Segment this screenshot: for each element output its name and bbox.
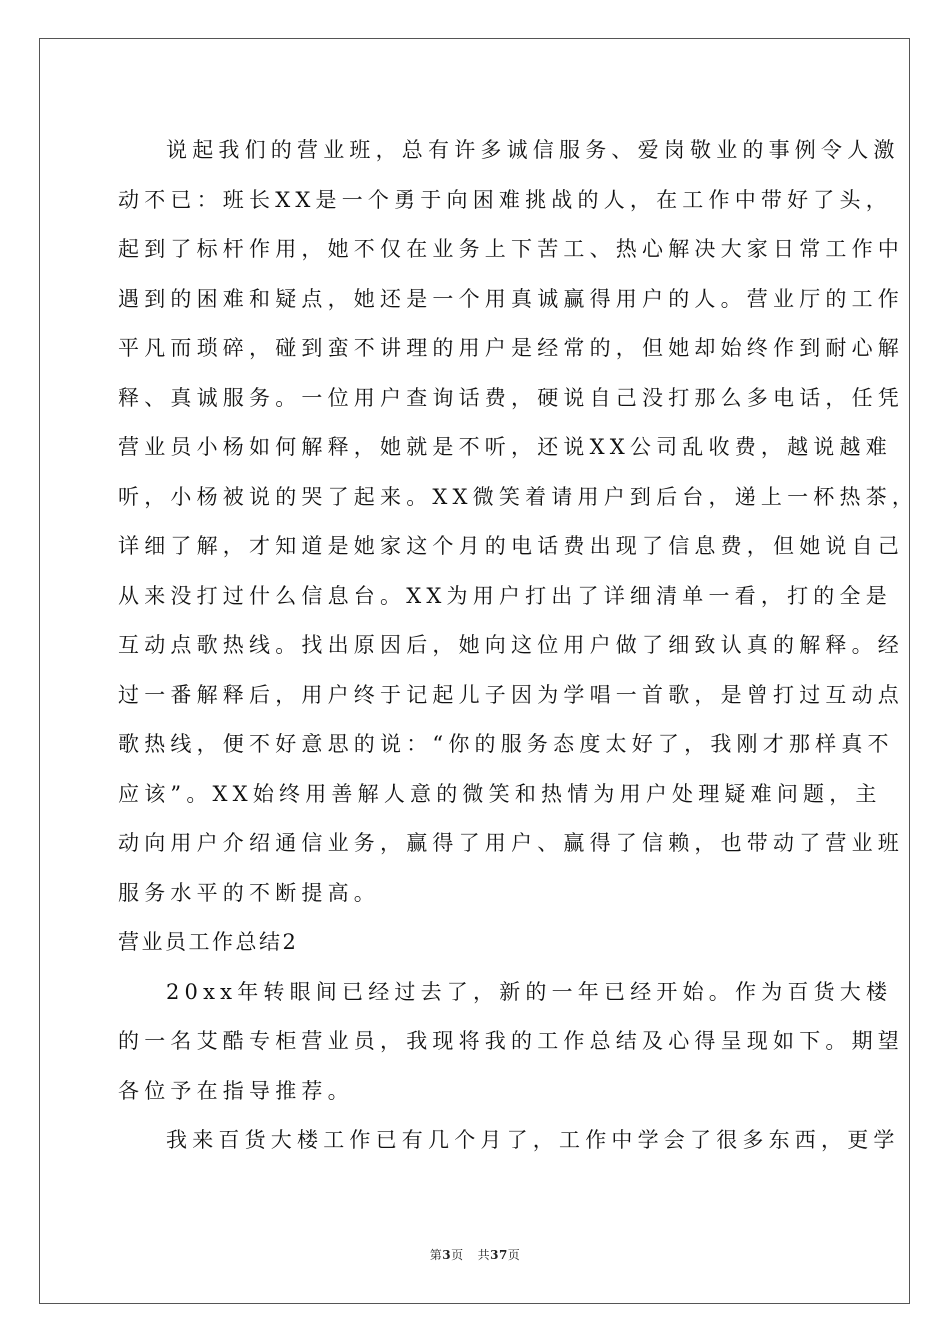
paragraph-line: 的一名艾酷专柜营业员，我现将我的工作总结及心得呈现如下。期望 (118, 1029, 904, 1053)
paragraph-line: 20xx年转眼间已经过去了，新的一年已经开始。作为百货大楼 (166, 979, 893, 1004)
paragraph-line: 我来百货大楼工作已有几个月了，工作中学会了很多东西，更学 (166, 1128, 900, 1152)
page-prefix: 第 (429, 1248, 443, 1262)
paragraph-line: 动不已：班长XX是一个勇于向困难挑战的人，在工作中带好了头， (118, 187, 892, 212)
paragraph-line: 互动点歌热线。找出原因后，她向这位用户做了细致认真的解释。经 (118, 633, 904, 657)
paragraph-line: 各位予在指导推荐。 (118, 1078, 354, 1103)
paragraph-line: 动向用户介绍通信业务，赢得了用户、赢得了信赖，也带动了营业班 (118, 831, 904, 855)
page-footer (0, 1246, 950, 1263)
total-prefix: 共 (477, 1248, 491, 1262)
paragraph-line: 从来没打过什么信息台。XX为用户打出了详细清单一看，打的全是 (118, 583, 892, 608)
total-unit: 页 (507, 1248, 521, 1262)
paragraph-line: 释、真诚服务。一位用户查询话费，硬说自己没打那么多电话，任凭 (118, 385, 904, 410)
paragraph-line: 过一番解释后，用户终于记起儿子因为学唱一首歌，是曾打过互动点 (118, 682, 904, 707)
page-number: 3 (442, 1248, 452, 1262)
section-heading: 营业员工作总结2 (118, 930, 299, 954)
paragraph-line: 遇到的困难和疑点，她还是一个用真诚赢得用户的人。营业厅的工作 (118, 286, 904, 311)
paragraph-line: 平凡而琐碎，碰到蛮不讲理的用户是经常的，但她却始终作到耐心解 (118, 336, 904, 360)
paragraph-line: 起到了标杆作用，她不仅在业务上下苦工、热心解决大家日常工作中 (118, 237, 904, 261)
document-body (118, 126, 919, 1166)
paragraph-line: 应该”。XX始终用善解人意的微笑和热情为用户处理疑难问题，主 (118, 781, 882, 806)
paragraph-line: 说起我们的营业班，总有许多诚信服务、爱岗敬业的事例令人激 (166, 138, 900, 162)
paragraph-line: 详细了解，才知道是她家这个月的电话费出现了信息费，但她说自己 (118, 534, 904, 558)
page-unit: 页 (451, 1248, 464, 1262)
paragraph-line: 听，小杨被说的哭了起来。XX微笑着请用户到后台，递上一杯热茶， (118, 484, 919, 509)
total-pages: 37 (490, 1248, 508, 1262)
paragraph-line: 服务水平的不断提高。 (118, 880, 380, 905)
paragraph-line: 歌热线，便不好意思的说：“你的服务态度太好了，我刚才那样真不 (118, 732, 894, 756)
paragraph-line: 营业员小杨如何解释，她就是不听，还说XX公司乱收费，越说越难 (118, 435, 892, 459)
